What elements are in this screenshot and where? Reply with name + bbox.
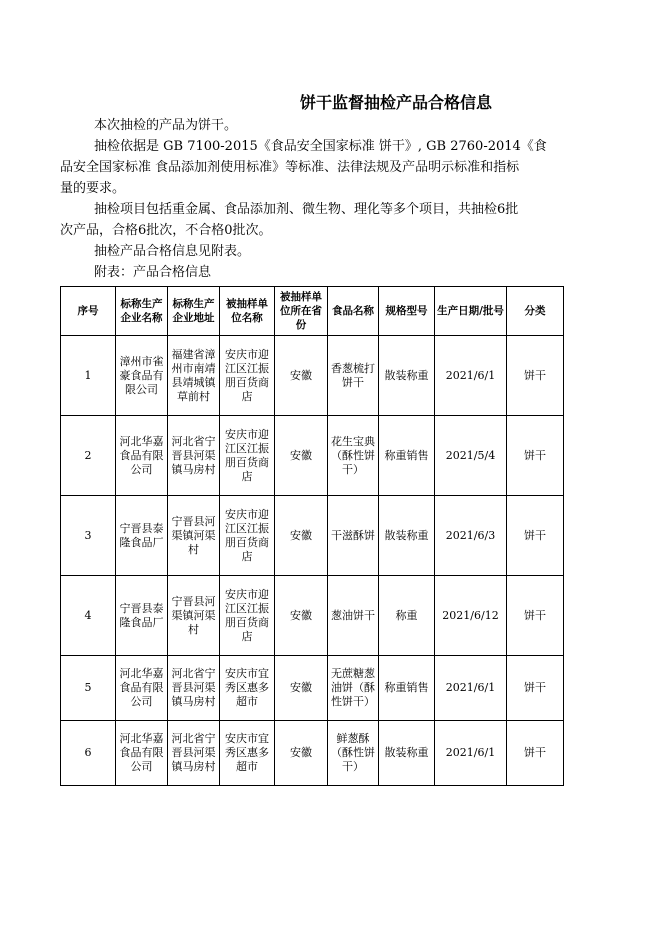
table-row <box>61 576 564 656</box>
table-cell: 河北华嘉食品有限公司 <box>116 656 168 721</box>
table-cell: 6 <box>61 721 116 786</box>
table-cell: 散装称重 <box>379 496 435 576</box>
header-cell: 分类 <box>507 287 564 336</box>
table-cell: 称重销售 <box>379 656 435 721</box>
table-cell: 安庆市宜秀区惠多超市 <box>220 721 275 786</box>
table-cell: 2021/5/4 <box>435 416 507 496</box>
header-cell: 被抽样单位所在省份 <box>275 287 328 336</box>
header-cell: 规格型号 <box>379 287 435 336</box>
table-cell: 宁晋县泰隆食品厂 <box>116 496 168 576</box>
table-cell: 安庆市迎江区江振朋百货商店 <box>220 416 275 496</box>
table-cell: 葱油饼干 <box>328 576 379 656</box>
table-cell: 2021/6/1 <box>435 721 507 786</box>
header-cell: 食品名称 <box>328 287 379 336</box>
table-cell: 散装称重 <box>379 721 435 786</box>
table-cell: 饼干 <box>507 576 564 656</box>
table-cell: 2021/6/12 <box>435 576 507 656</box>
table-cell: 散装称重 <box>379 336 435 416</box>
table-cell: 干滋酥饼 <box>328 496 379 576</box>
basis-paragraph-line-3: 量的要求。 <box>60 181 126 196</box>
table-cell: 河北省宁晋县河渠镇马房村 <box>168 721 220 786</box>
table-cell: 2021/6/1 <box>435 336 507 416</box>
table-cell: 安徽 <box>275 416 328 496</box>
table-cell: 称重 <box>379 576 435 656</box>
table-cell: 安徽 <box>275 656 328 721</box>
table-header-row <box>61 287 564 336</box>
table-cell: 鲜葱酥（酥性饼干） <box>328 721 379 786</box>
qualified-products-table <box>60 286 564 786</box>
table-cell: 安徽 <box>275 576 328 656</box>
table-cell: 福建省漳州市南靖县靖城镇草前村 <box>168 336 220 416</box>
table-cell: 宁晋县泰隆食品厂 <box>116 576 168 656</box>
table-cell: 漳州市雀豪食品有限公司 <box>116 336 168 416</box>
table-cell: 1 <box>61 336 116 416</box>
header-cell: 标称生产企业地址 <box>168 287 220 336</box>
table-cell: 安庆市迎江区江振朋百货商店 <box>220 576 275 656</box>
table-row <box>61 416 564 496</box>
table-row <box>61 336 564 416</box>
table-cell: 安徽 <box>275 721 328 786</box>
table-cell: 安徽 <box>275 496 328 576</box>
table-cell: 宁晋县河渠镇河渠村 <box>168 496 220 576</box>
table-cell: 安庆市宜秀区惠多超市 <box>220 656 275 721</box>
appendix-caption: 附表：产品合格信息 <box>94 265 212 280</box>
header-cell: 序号 <box>61 287 116 336</box>
table-cell: 香葱梳打饼干 <box>328 336 379 416</box>
intro-paragraph: 本次抽检的产品为饼干。 <box>94 118 238 133</box>
items-paragraph-line-1: 抽检项目包括重金属、食品添加剂、微生物、理化等多个项目，共抽检6批 <box>94 202 519 217</box>
table-cell: 饼干 <box>507 656 564 721</box>
table-row <box>61 496 564 576</box>
table-cell: 宁晋县河渠镇河渠村 <box>168 576 220 656</box>
basis-paragraph-line-2: 品安全国家标准 食品添加剂使用标准》等标准、法律法规及产品明示标准和指标 <box>60 160 520 175</box>
table-cell: 安徽 <box>275 336 328 416</box>
table-cell: 称重销售 <box>379 416 435 496</box>
table-cell: 安庆市迎江区江振朋百货商店 <box>220 336 275 416</box>
table-cell: 河北华嘉食品有限公司 <box>116 416 168 496</box>
table-cell: 饼干 <box>507 721 564 786</box>
table-cell: 无蔗糖葱油饼（酥性饼干） <box>328 656 379 721</box>
table-cell: 河北省宁晋县河渠镇马房村 <box>168 416 220 496</box>
page-title: 饼干监督抽检产品合格信息 <box>299 93 492 112</box>
table-cell: 4 <box>61 576 116 656</box>
table-cell: 河北省宁晋县河渠镇马房村 <box>168 656 220 721</box>
header-cell: 标称生产企业名称 <box>116 287 168 336</box>
table-cell: 2021/6/3 <box>435 496 507 576</box>
table-cell: 饼干 <box>507 336 564 416</box>
table-cell: 3 <box>61 496 116 576</box>
table-cell: 2 <box>61 416 116 496</box>
table-cell: 安庆市迎江区江振朋百货商店 <box>220 496 275 576</box>
table-cell: 饼干 <box>507 416 564 496</box>
table-cell: 5 <box>61 656 116 721</box>
table-row <box>61 656 564 721</box>
table-cell: 饼干 <box>507 496 564 576</box>
table-cell: 花生宝典（酥性饼干） <box>328 416 379 496</box>
header-cell: 生产日期/批号 <box>435 287 507 336</box>
basis-paragraph-line-1: 抽检依据是 GB 7100-2015《食品安全国家标准 饼干》, GB 2760-2014《食 <box>94 139 547 154</box>
header-cell: 被抽样单位名称 <box>220 287 275 336</box>
table-row <box>61 721 564 786</box>
see-appendix-paragraph: 抽检产品合格信息见附表。 <box>94 244 251 259</box>
table-cell: 河北华嘉食品有限公司 <box>116 721 168 786</box>
table-cell: 2021/6/1 <box>435 656 507 721</box>
items-paragraph-line-2: 次产品，合格6批次，不合格0批次。 <box>60 223 272 238</box>
